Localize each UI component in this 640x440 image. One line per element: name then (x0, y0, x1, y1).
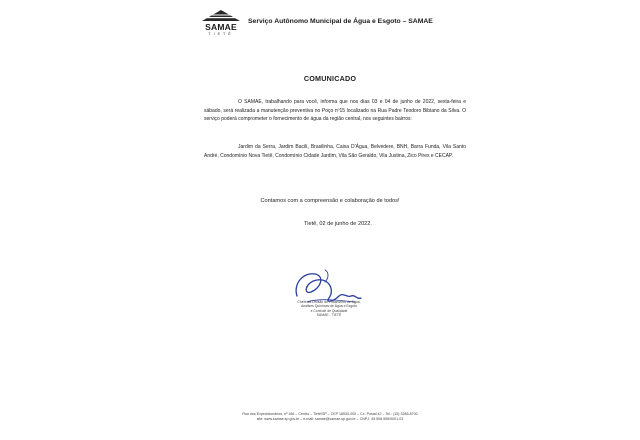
signature-caption (288, 300, 370, 318)
closing-line: Contamos com a compreensão e colaboração de todos! (260, 198, 400, 204)
footer (180, 412, 480, 422)
footer-address: Rua dos Expedicionários, nº 186 – Centro – Tietê/SP – CEP 18530-000 – Cx. Postal 42 – Tel.: (15) 3285-8700 (242, 412, 418, 416)
paragraph-2-text: Jardim da Serra, Jardim Bacili, Brasilinha, Caixa D'Água, Belvedere, BNH, Barra Funda, Vila Santo André, Condomínio Nova Tietê, Condomínio Cidade Jardim, Vila São Geraldo, Vila Justina, Zico Pires e CECAP. (204, 144, 466, 159)
paragraph-2 (204, 143, 466, 160)
footer-contact: site: www.samae.sp.gov.br – e-mail: samae@samae.sp.gov.br – CNPJ: 45.508.556/0001-03 (256, 417, 404, 421)
organization-name: Serviço Autônomo Municipal de Água e Esgoto – SAMAE (248, 18, 433, 25)
logo-subtext: TIETÊ (208, 32, 234, 36)
paragraph-1 (204, 98, 466, 124)
samae-logo (200, 8, 242, 38)
date-line: Tietê, 02 de junho de 2022. (304, 221, 372, 227)
document-page (180, 0, 464, 440)
signature-line-3: e Controle de Qualidade (310, 308, 348, 313)
signature-line-1: Chefe da Divisão de Tratamento de Água, (297, 300, 361, 304)
water-tower-icon (200, 8, 242, 22)
signature-line-4: SAMAE - TIETÊ (316, 313, 342, 318)
paragraph-1-text: O SAMAE, trabalhando para você, informa que nos dias 03 e 04 de junho de 2022, sexta-feira e sábado, será realizada a manutenção preventiva no Poço nº15 localizado na Rua Padre Teodoro Bibiano da Silva. O serviço poderá comprometer o fornecimento de água da região central, nos seguintes bairros: (204, 99, 466, 123)
logo-text: SAMAE (205, 22, 237, 32)
signature-line-2: Análises Químicas de Água e Esgoto (301, 304, 357, 309)
document-title: COMUNICADO (303, 74, 357, 83)
